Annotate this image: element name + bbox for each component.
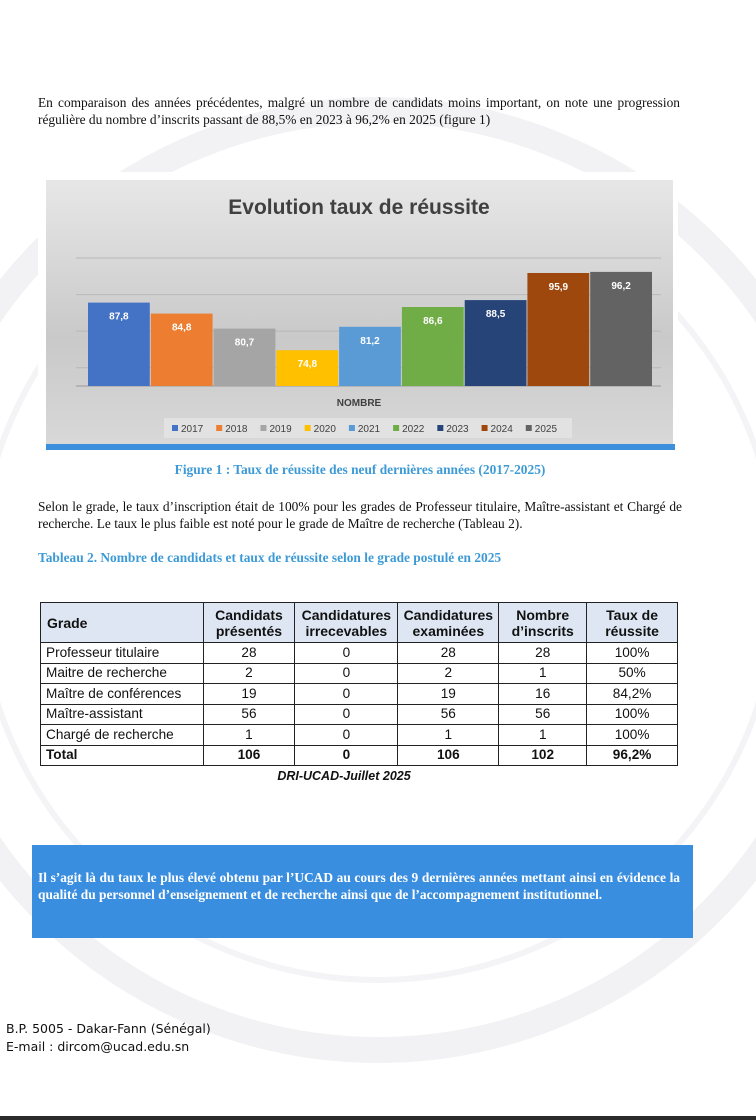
page-bottom-edge	[0, 1116, 756, 1120]
cell-value: 28	[499, 643, 587, 664]
cell-value: 56	[398, 704, 499, 725]
cell-value: 1	[398, 725, 499, 746]
chart-underline	[46, 444, 675, 450]
cell-value: 19	[398, 684, 499, 705]
legend-label: 2020	[313, 424, 336, 435]
cell-value: 0	[295, 704, 398, 725]
table-total-row	[41, 745, 678, 766]
cell-grade: Professeur titulaire	[41, 643, 204, 664]
header-grade: Grade	[41, 603, 204, 643]
chart-figure	[38, 172, 678, 454]
intro-paragraph: En comparaison des années précédentes, malgré un nombre de candidats moins important, on note une progression régulière du nombre d’inscrits passant de 88,5% en 2023 à 96,2% en 2025 (figure 1)	[38, 95, 680, 127]
table-caption: Tableau 2. Nombre de candidats et taux de réussite selon le grade postulé en 2025	[38, 550, 502, 565]
legend-label: 2024	[490, 424, 513, 435]
cell-value: 16	[499, 684, 587, 705]
chart-title: Evolution taux de réussite	[228, 196, 490, 219]
footer-address: B.P. 5005 - Dakar-Fann (Sénégal)	[6, 1021, 211, 1036]
legend-swatch	[482, 425, 488, 431]
chart-plot-area	[46, 180, 673, 444]
chart-legend	[164, 418, 572, 438]
header-candidatures-examinees: Candidatures examinées	[398, 603, 499, 643]
table-row	[41, 684, 678, 705]
highlight-text: Il s’agit là du taux le plus élevé obtenu par l’UCAD au cours des 9 dernières années mettant ainsi en évidence la qualité du personnel d’enseignement et de recherche ainsi que de l’accompagnement institutionnel.	[38, 870, 680, 902]
cell-grade: Maitre de recherche	[41, 663, 204, 684]
legend-label: 2023	[446, 424, 469, 435]
x-axis-label: NOMBRE	[336, 398, 382, 409]
legend-swatch	[349, 425, 355, 431]
header-candidatures-irrecevables: Candidatures irrecevables	[295, 603, 398, 643]
legend-label: 2017	[181, 424, 204, 435]
cell-value: 0	[295, 745, 398, 766]
cell-value: 56	[499, 704, 587, 725]
header-taux-reussite: Taux de réussite	[587, 603, 678, 643]
cell-value: 0	[295, 684, 398, 705]
table-row	[41, 725, 678, 746]
grade-paragraph: Selon le grade, le taux d’inscription était de 100% pour les grades de Professeur titulaire, Maître-assistant et Chargé de recherche. Le taux le plus faible est noté pour le grade de Maître de recherche (Tableau 2).	[38, 499, 682, 531]
bar-value-label: 96,2	[611, 280, 631, 292]
cell-value: 106	[398, 745, 499, 766]
cell-value: 1	[499, 663, 587, 684]
footer-email: E-mail : dircom@ucad.edu.sn	[6, 1039, 190, 1054]
legend-swatch	[216, 425, 222, 431]
bar-value-label: 88,5	[485, 309, 506, 321]
legend-swatch	[437, 425, 443, 431]
legend-swatch	[172, 425, 178, 431]
highlight-box	[32, 845, 693, 938]
legend-label: 2022	[402, 424, 425, 435]
cell-value: 106	[203, 745, 295, 766]
table-row	[41, 663, 678, 684]
cell-value: 0	[295, 663, 398, 684]
cell-value: 28	[398, 643, 499, 664]
bar-chart	[46, 180, 673, 444]
legend-label: 2025	[534, 424, 558, 435]
cell-value: 1	[203, 725, 295, 746]
bar-value-label: 86,6	[423, 316, 443, 327]
cell-value: 96,2%	[587, 745, 678, 766]
bar-value-label: 80,7	[234, 337, 255, 349]
table-row	[41, 643, 678, 664]
cell-value: 28	[203, 643, 295, 664]
cell-grade: Maître-assistant	[41, 704, 204, 725]
bar-value-label: 95,9	[548, 282, 569, 293]
cell-value: 0	[295, 725, 398, 746]
legend-label: 2018	[225, 424, 248, 435]
bar-value-label: 74,8	[297, 359, 318, 371]
cell-value: 2	[398, 663, 499, 684]
cell-value: 2	[203, 663, 295, 684]
table-source: DRI-UCAD-Juillet 2025	[277, 769, 411, 783]
legend-label: 2021	[357, 424, 381, 435]
grades-table	[40, 602, 678, 766]
header-nombre-inscrits: Nombre d’inscrits	[499, 603, 587, 643]
footer	[6, 1020, 211, 1056]
cell-grade: Maître de conférences	[41, 684, 204, 705]
header-candidats-presentes: Candidats présentés	[203, 603, 295, 643]
legend-swatch	[393, 425, 399, 431]
cell-value: 1	[499, 725, 587, 746]
legend-swatch	[305, 425, 311, 431]
bar-value-label: 87,8	[109, 311, 129, 323]
cell-value: 102	[499, 745, 587, 766]
cell-value: 100%	[587, 643, 678, 664]
bar-value-label: 81,2	[360, 335, 380, 347]
table-row	[41, 704, 678, 725]
cell-value: 100%	[587, 704, 678, 725]
cell-grade: Chargé de recherche	[41, 725, 204, 746]
cell-value: 0	[295, 643, 398, 664]
cell-value: 19	[203, 684, 295, 705]
legend-swatch	[260, 425, 266, 431]
legend-label: 2019	[269, 424, 292, 435]
legend-swatch	[526, 425, 532, 431]
cell-value: 56	[203, 704, 295, 725]
cell-value: 84,2%	[587, 684, 678, 705]
cell-value: 50%	[587, 663, 678, 684]
bar-value-label: 84,8	[171, 322, 192, 334]
cell-value: 100%	[587, 725, 678, 746]
table-header-row	[41, 603, 678, 643]
cell-grade: Total	[41, 745, 204, 766]
figure-caption: Figure 1 : Taux de réussite des neuf dernières années (2017-2025)	[174, 462, 546, 477]
